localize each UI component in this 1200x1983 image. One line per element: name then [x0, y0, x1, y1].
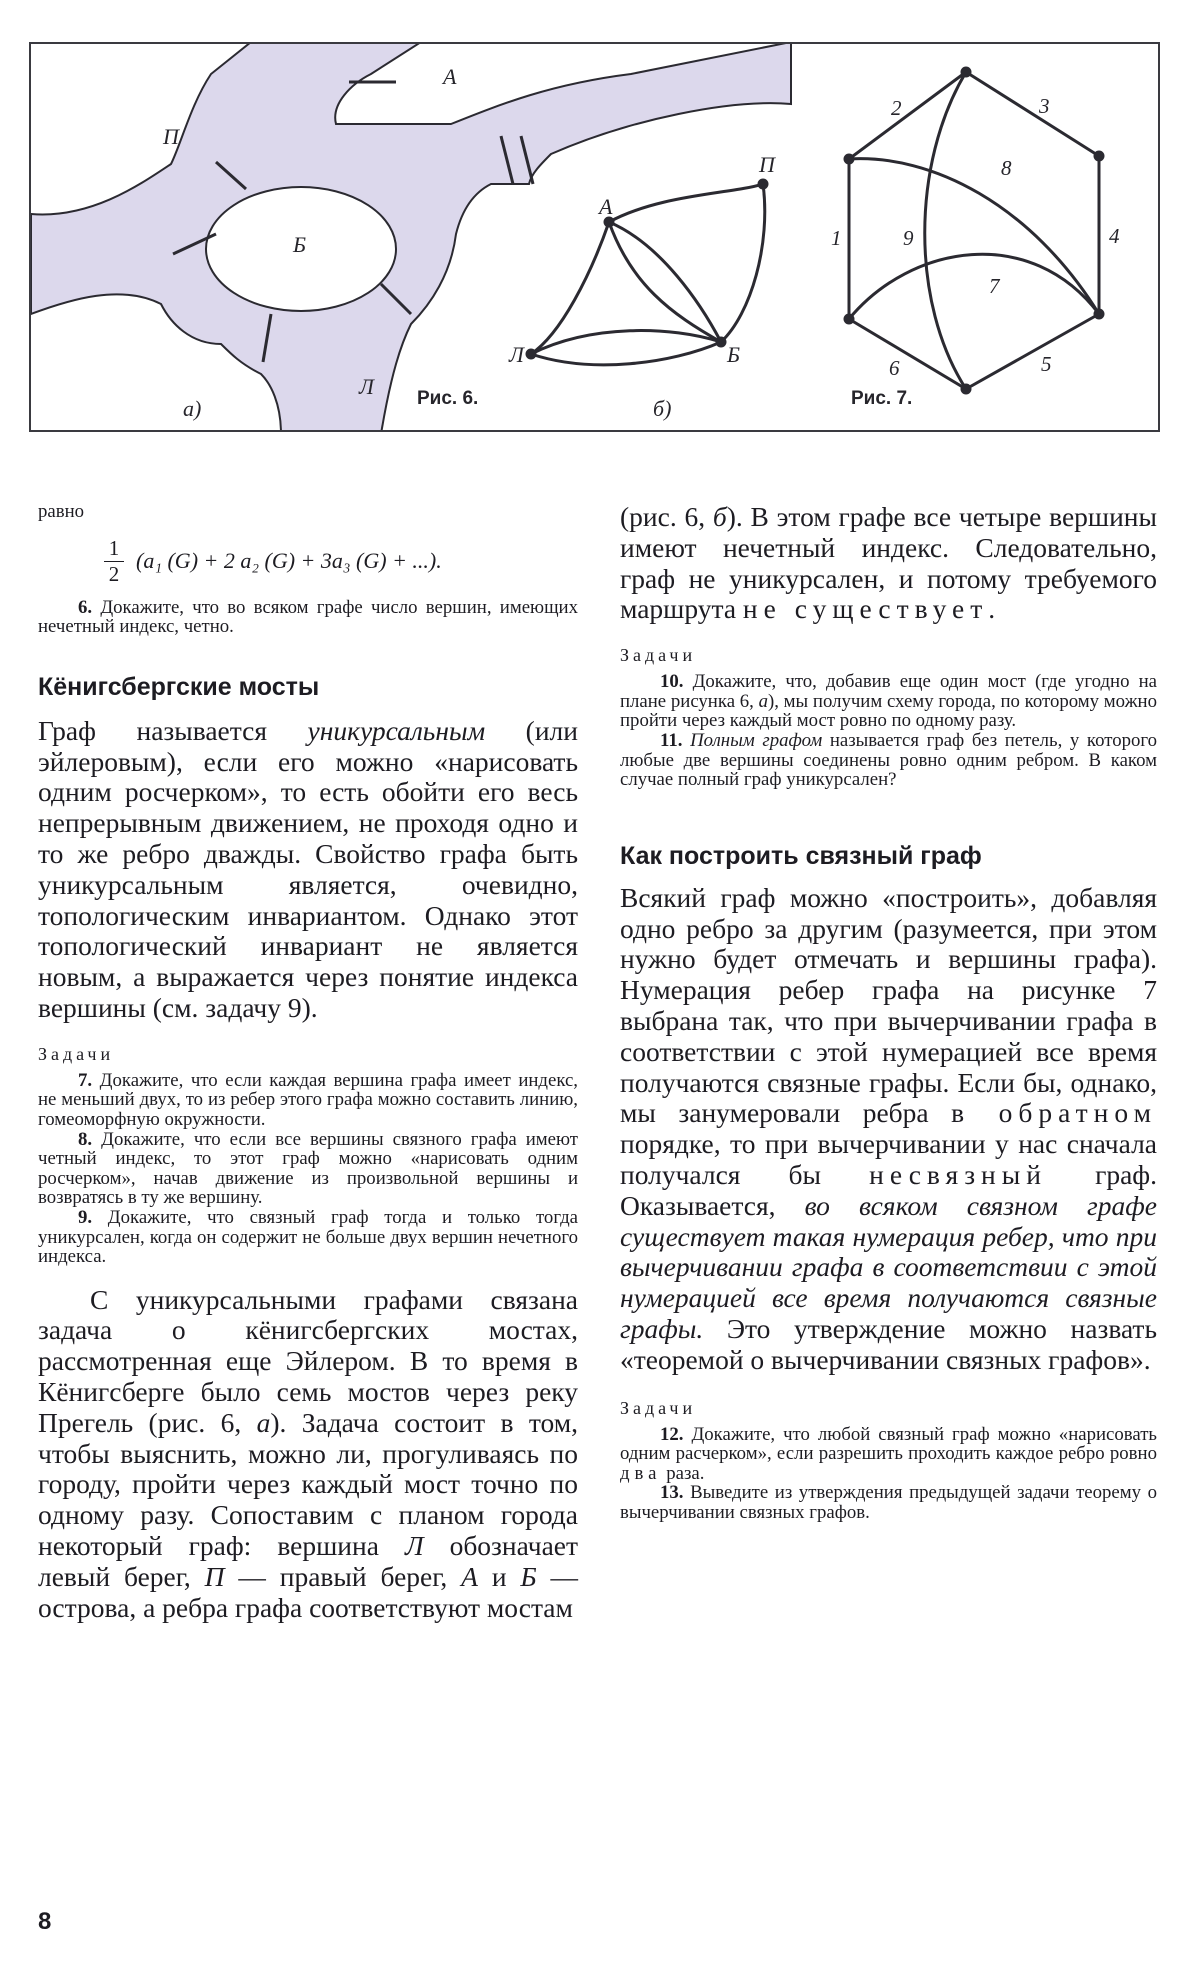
problem-7 [38, 1071, 578, 1130]
vertex-7-bl [845, 315, 853, 323]
vertex-name-l: Л [404, 1530, 424, 1562]
map-label-a: А [443, 64, 457, 89]
connected-spaced-reverse: в обратном [951, 1097, 1157, 1129]
problem-8 [38, 1130, 578, 1208]
connected-theorem: во всяком связном графе существует такая нумерация ребер, что при вычерчивании графа в соответствии с этой нумерацией все время получаются связные графы. [620, 1189, 1157, 1344]
paragraph-konigsberg-fig: а [256, 1406, 271, 1438]
problem-8-text: Докажите, что если все вершины связного графа имеют четный индекс, то этот граф можно «нарисовать одним росчерком», начав движение из произвольной вершины и возвратясь в ту же вершину. [38, 1128, 578, 1209]
graph7-edge-6: 6 [889, 356, 900, 380]
vertex-l [527, 350, 535, 358]
problem-12-number: 12. [660, 1423, 684, 1445]
graph6-label-l: Л [509, 342, 524, 367]
formula-numerator: 1 [108, 535, 120, 560]
graph6-label-a: А [599, 194, 613, 219]
section-heading-connected: Как построить связный граф [620, 841, 982, 870]
problem-12-part2: раза. [661, 1462, 705, 1484]
figures-svg [31, 44, 1160, 432]
paragraph-konigsberg-part1: С уникурсальными графами связана задача о кёнигсбергских мостах, рассмотренная еще Эйлером. В то время в Кёнигсберге было семь мостов через реку Прегель (рис. 6, [38, 1283, 578, 1438]
paragraph-unicursal [38, 716, 578, 1024]
formula [38, 536, 578, 588]
edge-7-8 [849, 159, 1099, 314]
paragraph-unicursal-lead: Граф называется [38, 714, 308, 746]
graph7-edge-8: 8 [1001, 156, 1012, 180]
intro-word: равно [38, 501, 85, 522]
vertex-7-tl [845, 155, 853, 163]
graph7-edge-9: 9 [903, 226, 914, 250]
edge-7-5 [966, 314, 1099, 389]
connected-part2: порядке, то при вычерчивании у нас сначала получался бы [620, 1128, 1157, 1190]
problem-6-number: 6. [78, 596, 93, 618]
vertex-name-b: Б [520, 1560, 537, 1592]
problem-13 [620, 1483, 1157, 1522]
tasks-label-right-1: Задачи [620, 645, 697, 666]
formula-expression: (a₁ (G) + 2 a₂ (G) + 3a₃ (G) + ...). [136, 547, 442, 573]
term-complete-graph: Полным графом [690, 729, 823, 751]
problem-8-number: 8. [78, 1128, 93, 1150]
map-label-l: Л [359, 374, 374, 399]
connected-spaced-disconnected: несвязный [869, 1158, 1047, 1190]
problem-11-number: 11. [660, 729, 683, 751]
sub-caption-a: а) [183, 396, 202, 421]
vertex-name-p: П [204, 1560, 225, 1592]
graph7-edge-1: 1 [831, 226, 842, 250]
problem-10-part1: Докажите, что, добавив еще один мост (где угодно на плане рисунка 6, [620, 671, 1157, 712]
vertex-7-top [962, 68, 970, 76]
graph6-label-p: П [759, 152, 775, 177]
right-column [620, 502, 1157, 1522]
problem-13-number: 13. [660, 1482, 684, 1504]
problem-12 [620, 1425, 1157, 1484]
problem-7-text: Докажите, что если каждая вершина графа имеет индекс, не меньший двух, то из ребер этого графа можно составить линию, гомеоморфную окружности. [38, 1069, 579, 1130]
problem-10-part2: ), мы получим схему города, по которому можно пройти через каждый мост ровно по одному разу. [620, 690, 1157, 732]
edge-a-p [609, 184, 763, 222]
figure-panel [29, 42, 1160, 432]
graph7-edge-5: 5 [1041, 352, 1052, 376]
problem-9-text: Докажите, что связный граф тогда и только тогда уникурсален, когда он содержит не больше двух вершин нечетного индекса. [38, 1206, 578, 1268]
continuation-end: . [988, 593, 996, 625]
edge-a-b-2 [609, 222, 721, 342]
map-label-p: П [163, 124, 179, 149]
graph-6b [527, 180, 767, 365]
vertex-b [717, 338, 725, 346]
problem-12-spaced: два [620, 1462, 662, 1484]
formula-denominator: 2 [104, 561, 124, 587]
graph7-edge-2: 2 [891, 96, 902, 120]
edge-p-b [721, 184, 765, 342]
problem-10-number: 10. [660, 671, 684, 693]
continuation-fig: б [712, 501, 727, 532]
left-column [38, 502, 578, 1623]
graph-7 [845, 68, 1103, 393]
sub-caption-b: б) [653, 396, 672, 421]
graph6-label-b: Б [727, 342, 740, 367]
fig6-caption: Рис. 6. [417, 388, 479, 409]
problem-13-text: Выведите из утверждения предыдущей задачи теорему о вычерчивании связных графов. [620, 1482, 1157, 1523]
edge-l-b-1 [531, 331, 721, 354]
paragraph-unicursal-body: (или эйлеровым), если его можно «нарисовать одним росчерком», то есть обойти его весь непрерывным движением, не проходя одно и то же ребро дважды. Свойство графа быть уникурсальным является, очевидно, топологическим инвариантом. Однако этот топологический инвариант не является новым, а выражается через понятие индекса вершины (см. задачу 9). [38, 714, 578, 1023]
edge-7-3 [966, 72, 1099, 156]
problem-11-text: называется граф без петель, у которого любые две вершины соединены ровно одним ребром. В каком случае полный граф уникурсален? [620, 729, 1157, 791]
term-unicursal: уникурсальным [307, 714, 486, 746]
continuation-part1: (рис. 6, [620, 501, 713, 532]
edge-l-b-2 [531, 342, 721, 365]
paragraph-konigsberg-and: и [477, 1560, 521, 1592]
river-map [31, 44, 791, 432]
section-heading-bridges: Кёнигсбергские мосты [38, 672, 320, 701]
paragraph-konigsberg-part2: ). Задача состоит в том, чтобы выяснить, можно ли, прогуливаясь по городу, пройти через каждый мост точно по одному разу. Сопоставим с планом города некоторый граф: вершина [38, 1406, 578, 1562]
problem-10 [620, 672, 1157, 731]
formula-fraction [104, 536, 124, 587]
tasks-label-right-2: Задачи [620, 1397, 697, 1418]
problem-10-fig: а [758, 690, 768, 712]
paragraph-connected [620, 883, 1157, 1376]
edge-a-b-1 [609, 222, 721, 342]
continuation-part2: ). В этом графе все четыре вершины имеют нечетный индекс. Следовательно, граф не уникурсален, и потому требуемого маршрута [620, 501, 1157, 625]
problem-9 [38, 1208, 578, 1267]
paragraph-konigsberg-part4: — правый берег, [224, 1560, 462, 1592]
problem-9-number: 9. [78, 1206, 93, 1228]
connected-part3: граф. Оказывается, [620, 1158, 1157, 1221]
river-shape [31, 44, 791, 432]
vertex-7-br [1095, 310, 1103, 318]
continuation-spaced: не существует [742, 593, 989, 625]
graph7-edge-4: 4 [1109, 224, 1120, 248]
problem-11 [620, 731, 1157, 790]
paragraph-konigsberg [38, 1285, 578, 1624]
vertex-name-a: А [461, 1560, 478, 1592]
graph7-edge-7: 7 [989, 274, 1000, 298]
fig7-caption: Рис. 7. [851, 388, 913, 409]
paragraph-konigsberg-part3: обозначает левый берег, [38, 1530, 579, 1592]
edge-7-2 [849, 72, 966, 159]
connected-part1: Всякий граф можно «построить», добавляя одно ребро за другим (разумеется, при этом нужно будет отмечать и вершины графа). Нумерация ребер графа на рисунке 7 выбрана так, что при вычерчивании графа в соответствии с этой нумерацией все время получаются связные графы. Если бы, однако, мы занумеровали ребра [620, 881, 1157, 1129]
vertex-p [759, 180, 767, 188]
problem-12-part1: Докажите, что любой связный граф можно «нарисовать одним расчерком», если разрешить проходить каждое ребро ровно [620, 1423, 1157, 1465]
vertex-7-tr [1095, 152, 1103, 160]
page-number: 8 [38, 1908, 52, 1935]
connected-part4: Это утверждение можно назвать «теоремой о вычерчивании связных графов». [620, 1312, 1157, 1375]
tasks-label-left: Задачи [38, 1043, 115, 1064]
problem-6 [38, 598, 578, 637]
edge-7-9 [925, 72, 966, 389]
problem-7-number: 7. [78, 1069, 93, 1091]
map-label-b: Б [293, 232, 306, 257]
vertex-7-bottom [962, 385, 970, 393]
graph7-edge-3: 3 [1039, 94, 1050, 118]
paragraph-continuation [620, 502, 1157, 625]
paragraph-konigsberg-part5: — острова, а ребра графа соответствуют мостам [38, 1560, 579, 1623]
problem-6-text: Докажите, что во всяком графе число вершин, имеющих нечетный индекс, четно. [38, 596, 578, 638]
